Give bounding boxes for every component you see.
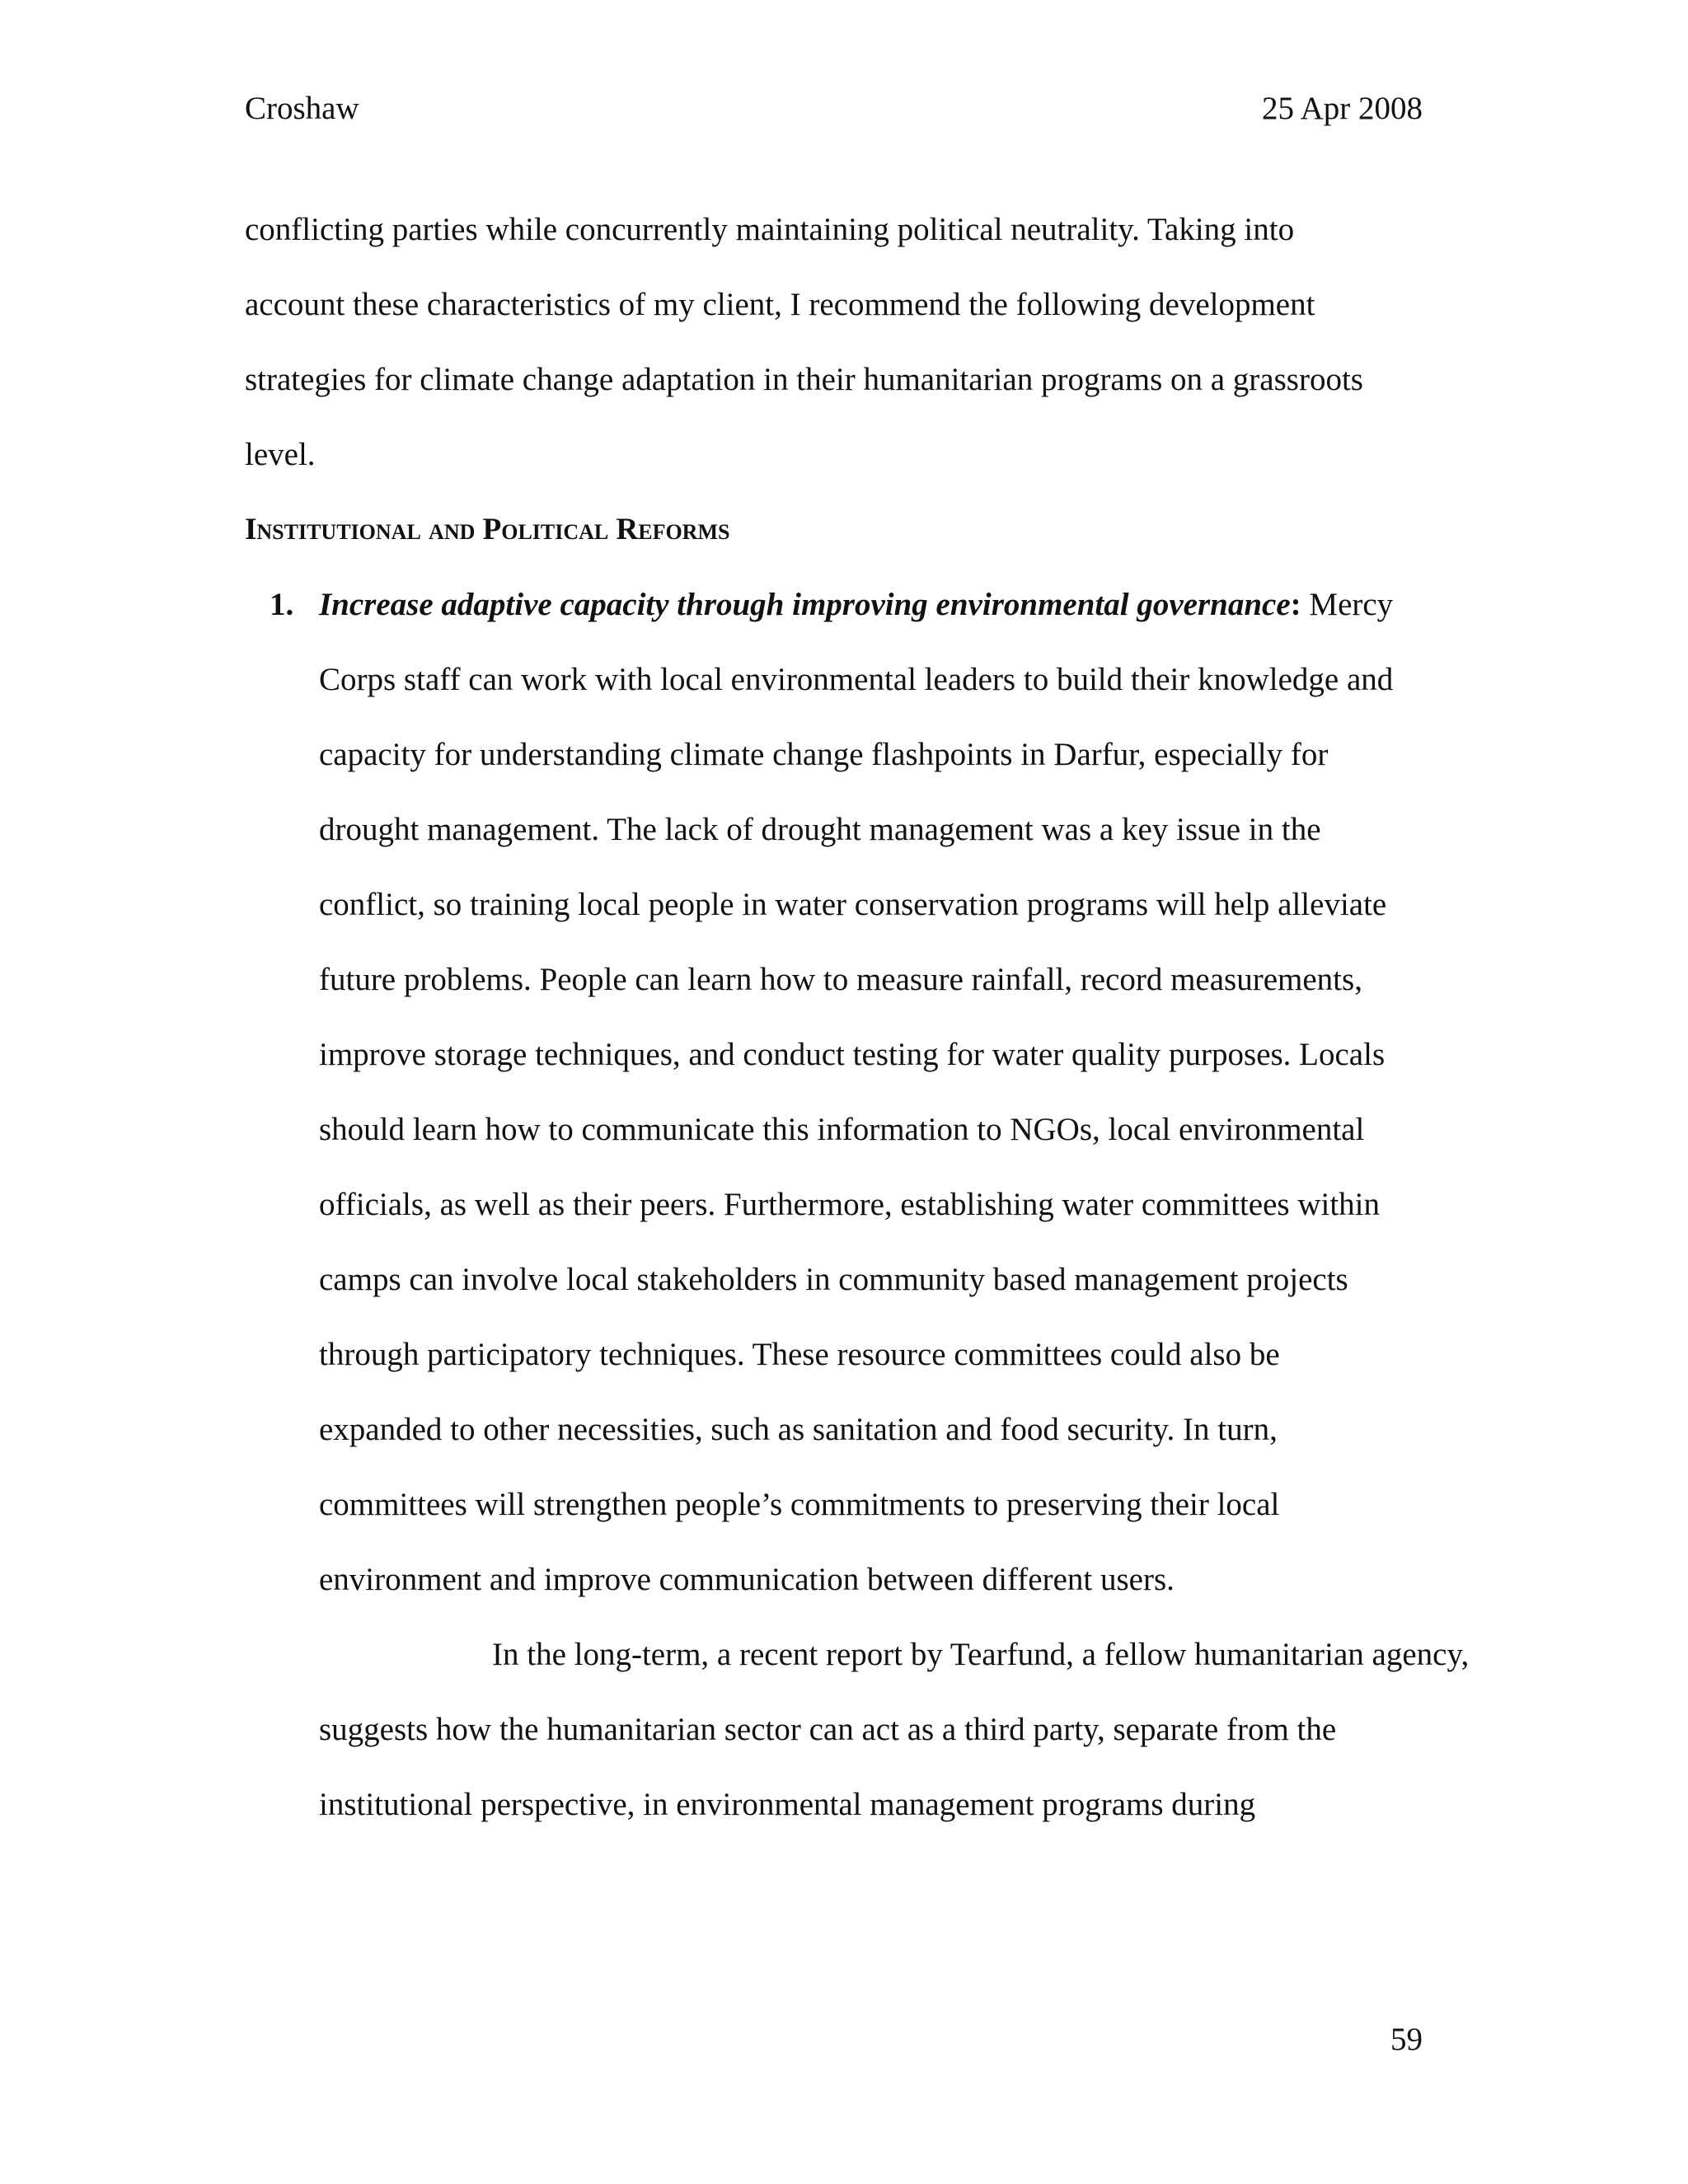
- list-item-line: drought management. The lack of drought management was a key issue in the: [319, 812, 1321, 847]
- list-item-line: environment and improve communication between different users.: [319, 1562, 1175, 1597]
- body-line: account these characteristics of my client, I recommend the following development: [245, 287, 1315, 322]
- list-item-line: Corps staff can work with local environmental leaders to build their knowledge and: [319, 662, 1394, 697]
- list-item-first-line: [319, 567, 1432, 642]
- list-item-first-line-rest: Mercy: [1301, 587, 1394, 622]
- list-item-line: should learn how to communicate this information to NGOs, local environmental: [319, 1112, 1365, 1147]
- followup-paragraph-first-line: In the long-term, a recent report by Tearfund, a fellow humanitarian agency,: [492, 1637, 1470, 1672]
- followup-paragraph-line: institutional perspective, in environmental management programs during: [319, 1787, 1256, 1822]
- page-number: 59: [1390, 2022, 1423, 2057]
- list-item-line: improve storage techniques, and conduct testing for water quality purposes. Locals: [319, 1037, 1386, 1072]
- section-heading: Institutional and Political Reforms: [245, 513, 730, 546]
- running-header-author: Croshaw: [245, 91, 359, 126]
- list-number: 1.: [270, 587, 294, 622]
- followup-paragraph-line: suggests how the humanitarian sector can act as a third party, separate from the: [319, 1712, 1337, 1747]
- body-line: strategies for climate change adaptation in their humanitarian programs on a grassroots: [245, 362, 1363, 397]
- list-item-line: through participatory techniques. These resource committees could also be: [319, 1337, 1280, 1372]
- list-item-line: future problems. People can learn how to measure rainfall, record measurements,: [319, 962, 1362, 997]
- list-item-content: [245, 567, 1470, 1842]
- running-header-date: 25 Apr 2008: [1262, 91, 1423, 126]
- list-item-line: conflict, so training local people in water conservation programs will help alleviate: [319, 887, 1387, 922]
- list-item-line: camps can involve local stakeholders in community based management projects: [319, 1262, 1348, 1297]
- list-item-line: expanded to other necessities, such as sanitation and food security. In turn,: [319, 1412, 1278, 1447]
- body-line: conflicting parties while concurrently maintaining political neutrality. Taking into: [245, 212, 1295, 247]
- list-item-line: committees will strengthen people’s commitments to preserving their local: [319, 1487, 1280, 1522]
- list-item: [245, 567, 1470, 1842]
- list-item-line: officials, as well as their peers. Furthermore, establishing water committees within: [319, 1187, 1381, 1222]
- list-item-lead-colon: :: [1290, 587, 1301, 622]
- list-item-line: capacity for understanding climate change flashpoints in Darfur, especially for: [319, 737, 1329, 772]
- list-item-lead-term: Increase adaptive capacity through improving environmental governance: [319, 587, 1291, 622]
- body-line: level.: [245, 437, 316, 472]
- body-text: [245, 192, 1470, 1842]
